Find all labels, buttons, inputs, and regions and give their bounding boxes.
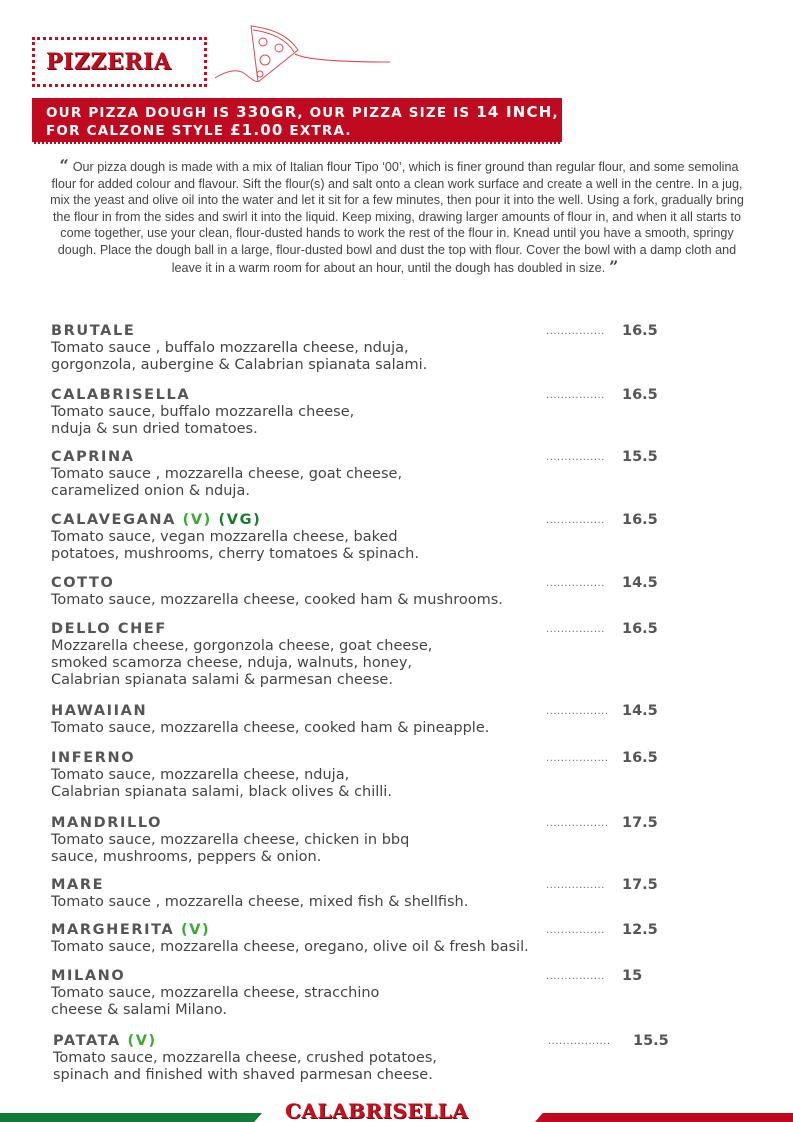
menu-item [51,387,751,438]
item-title: COTTO [51,575,115,591]
item-price: 12.5 [622,922,658,938]
item-title: MARGHERITA [51,922,175,938]
item-description: Tomato sauce, mozzarella cheese, chicken in bbq sauce, mushrooms, peppers & onion. [51,832,410,865]
price-leader: ................. [546,818,609,829]
item-description: Tomato sauce , mozzarella cheese, mixed fish & shellfish. [51,894,469,910]
menu-item [53,1033,753,1084]
price-leader: ................ [546,515,605,526]
menu-item [51,621,751,689]
item-title: CAPRINA [51,449,135,465]
menu-item [51,703,751,737]
price-leader: ................ [546,971,605,982]
price-leader: ................. [546,753,609,764]
price-leader: ................ [546,578,605,589]
footer-green-stripe [0,1113,262,1122]
dough-description-block [46,158,748,276]
price-leader: ................. [548,1036,611,1047]
menu-item [51,968,751,1019]
menu-item [51,922,751,956]
item-price: 15.5 [622,449,658,465]
item-description: Tomato sauce, buffalo mozzarella cheese, nduja & sun dried tomatoes. [51,404,355,437]
logo: PIZZERIA [46,49,172,75]
item-name [51,968,751,985]
item-price: 14.5 [622,575,658,591]
item-price: 16.5 [622,512,658,528]
item-title: HAWAIIAN [51,703,148,719]
dough-info-banner: OUR PIZZA DOUGH IS 330GR, OUR PIZZA SIZE IS 14 INCH, FOR CALZONE STYLE £1.00 EXTRA. [32,98,562,144]
close-quote-icon: ” [609,256,619,276]
price-leader: ................ [546,452,605,463]
menu-item [51,815,751,866]
item-title: MILANO [51,968,126,984]
item-price: 16.5 [622,387,658,403]
menu-item [51,449,751,500]
open-quote-icon: “ [59,156,69,175]
item-description: Tomato sauce, mozzarella cheese, oregano, olive oil & fresh basil. [51,939,529,955]
footer-red-stripe [535,1113,793,1122]
price-leader: ................. [546,706,609,717]
menu-item [51,575,751,609]
item-title: CALABRISELLA [51,387,191,403]
item-description: Tomato sauce, mozzarella cheese, cooked ham & mushrooms. [51,592,503,608]
item-price: 17.5 [622,877,658,893]
item-price: 15.5 [633,1033,669,1049]
pizza-slice-icon [215,22,395,82]
item-description: Tomato sauce, mozzarella cheese, stracchino cheese & salami Milano. [51,985,380,1018]
menu-item [51,750,751,801]
item-title: DELLO CHEF [51,621,167,637]
vegetarian-tag: (V) [180,922,211,938]
item-title: PATATA [53,1033,121,1049]
vegetarian-tag: (V) [127,1033,157,1049]
item-price: 15 [622,968,643,984]
item-price: 16.5 [622,750,658,766]
menu-item [51,323,751,374]
item-price: 14.5 [622,703,658,719]
item-title: INFERNO [51,750,136,766]
item-price: 16.5 [622,621,658,637]
price-leader: ................ [546,925,605,936]
item-description: Tomato sauce, vegan mozzarella cheese, baked potatoes, mushrooms, cherry tomatoes & spinach. [51,529,419,562]
vegetarian-tag: (V) [182,512,212,528]
price-leader: ................ [546,880,605,891]
price-leader: ................ [546,390,605,401]
item-description: Tomato sauce , mozzarella cheese, goat cheese, caramelized onion & nduja. [51,466,403,499]
item-description: Tomato sauce, mozzarella cheese, crushed potatoes, spinach and finished with shaved parmesan cheese. [53,1050,437,1083]
item-price: 16.5 [622,323,658,339]
item-description: Tomato sauce, mozzarella cheese, nduja, Calabrian spianata salami, black olives & chilli. [51,767,392,800]
dough-description: Our pizza dough is made with a mix of Italian flour Tipo ‘00’, which is finer ground than regular flour, and some semolina flour for added colour and flavour. Sift the flour(s) and salt onto a clean work surface and create a well in the centre. In a jug, mix the yeast and olive oil into the water and let it sit for a few minutes, then pour it into the well. Using a fork, gradually bring the flour in from the sides and swirl it into the liquid. Keep mixing, drawing larger amounts of flour in, and when it all starts to come together, use your clean, flour-dusted hands to work the rest of the flour in. Knead until you have a smooth, springy dough. Place the dough ball in a large, flour-dusted bowl and dust the top with flour. Cover the bowl with a damp cloth and leave it in a warm room for about an hour, until the dough has doubled in size. [50,160,744,275]
item-title: BRUTALE [51,323,136,339]
item-title: MARE [51,877,105,893]
item-price: 17.5 [622,815,658,831]
menu-item [51,512,751,563]
item-description: Tomato sauce , buffalo mozzarella cheese, nduja, gorgonzola, aubergine & Calabrian spianata salami. [51,340,428,373]
menu-item [51,877,751,911]
price-leader: ................ [546,326,605,337]
price-leader: ................ [546,624,605,635]
footer-title: CALABRISELLA [285,1099,469,1122]
item-description: Tomato sauce, mozzarella cheese, cooked ham & pineapple. [51,720,490,736]
item-title: MANDRILLO [51,815,163,831]
vegan-tag: (VG) [218,512,262,528]
item-description: Mozzarella cheese, gorgonzola cheese, goat cheese, smoked scamorza cheese, nduja, walnuts, honey, Calabrian spianata salami & parmesan cheese. [51,638,433,688]
item-title: CALAVEGANA [51,512,176,528]
